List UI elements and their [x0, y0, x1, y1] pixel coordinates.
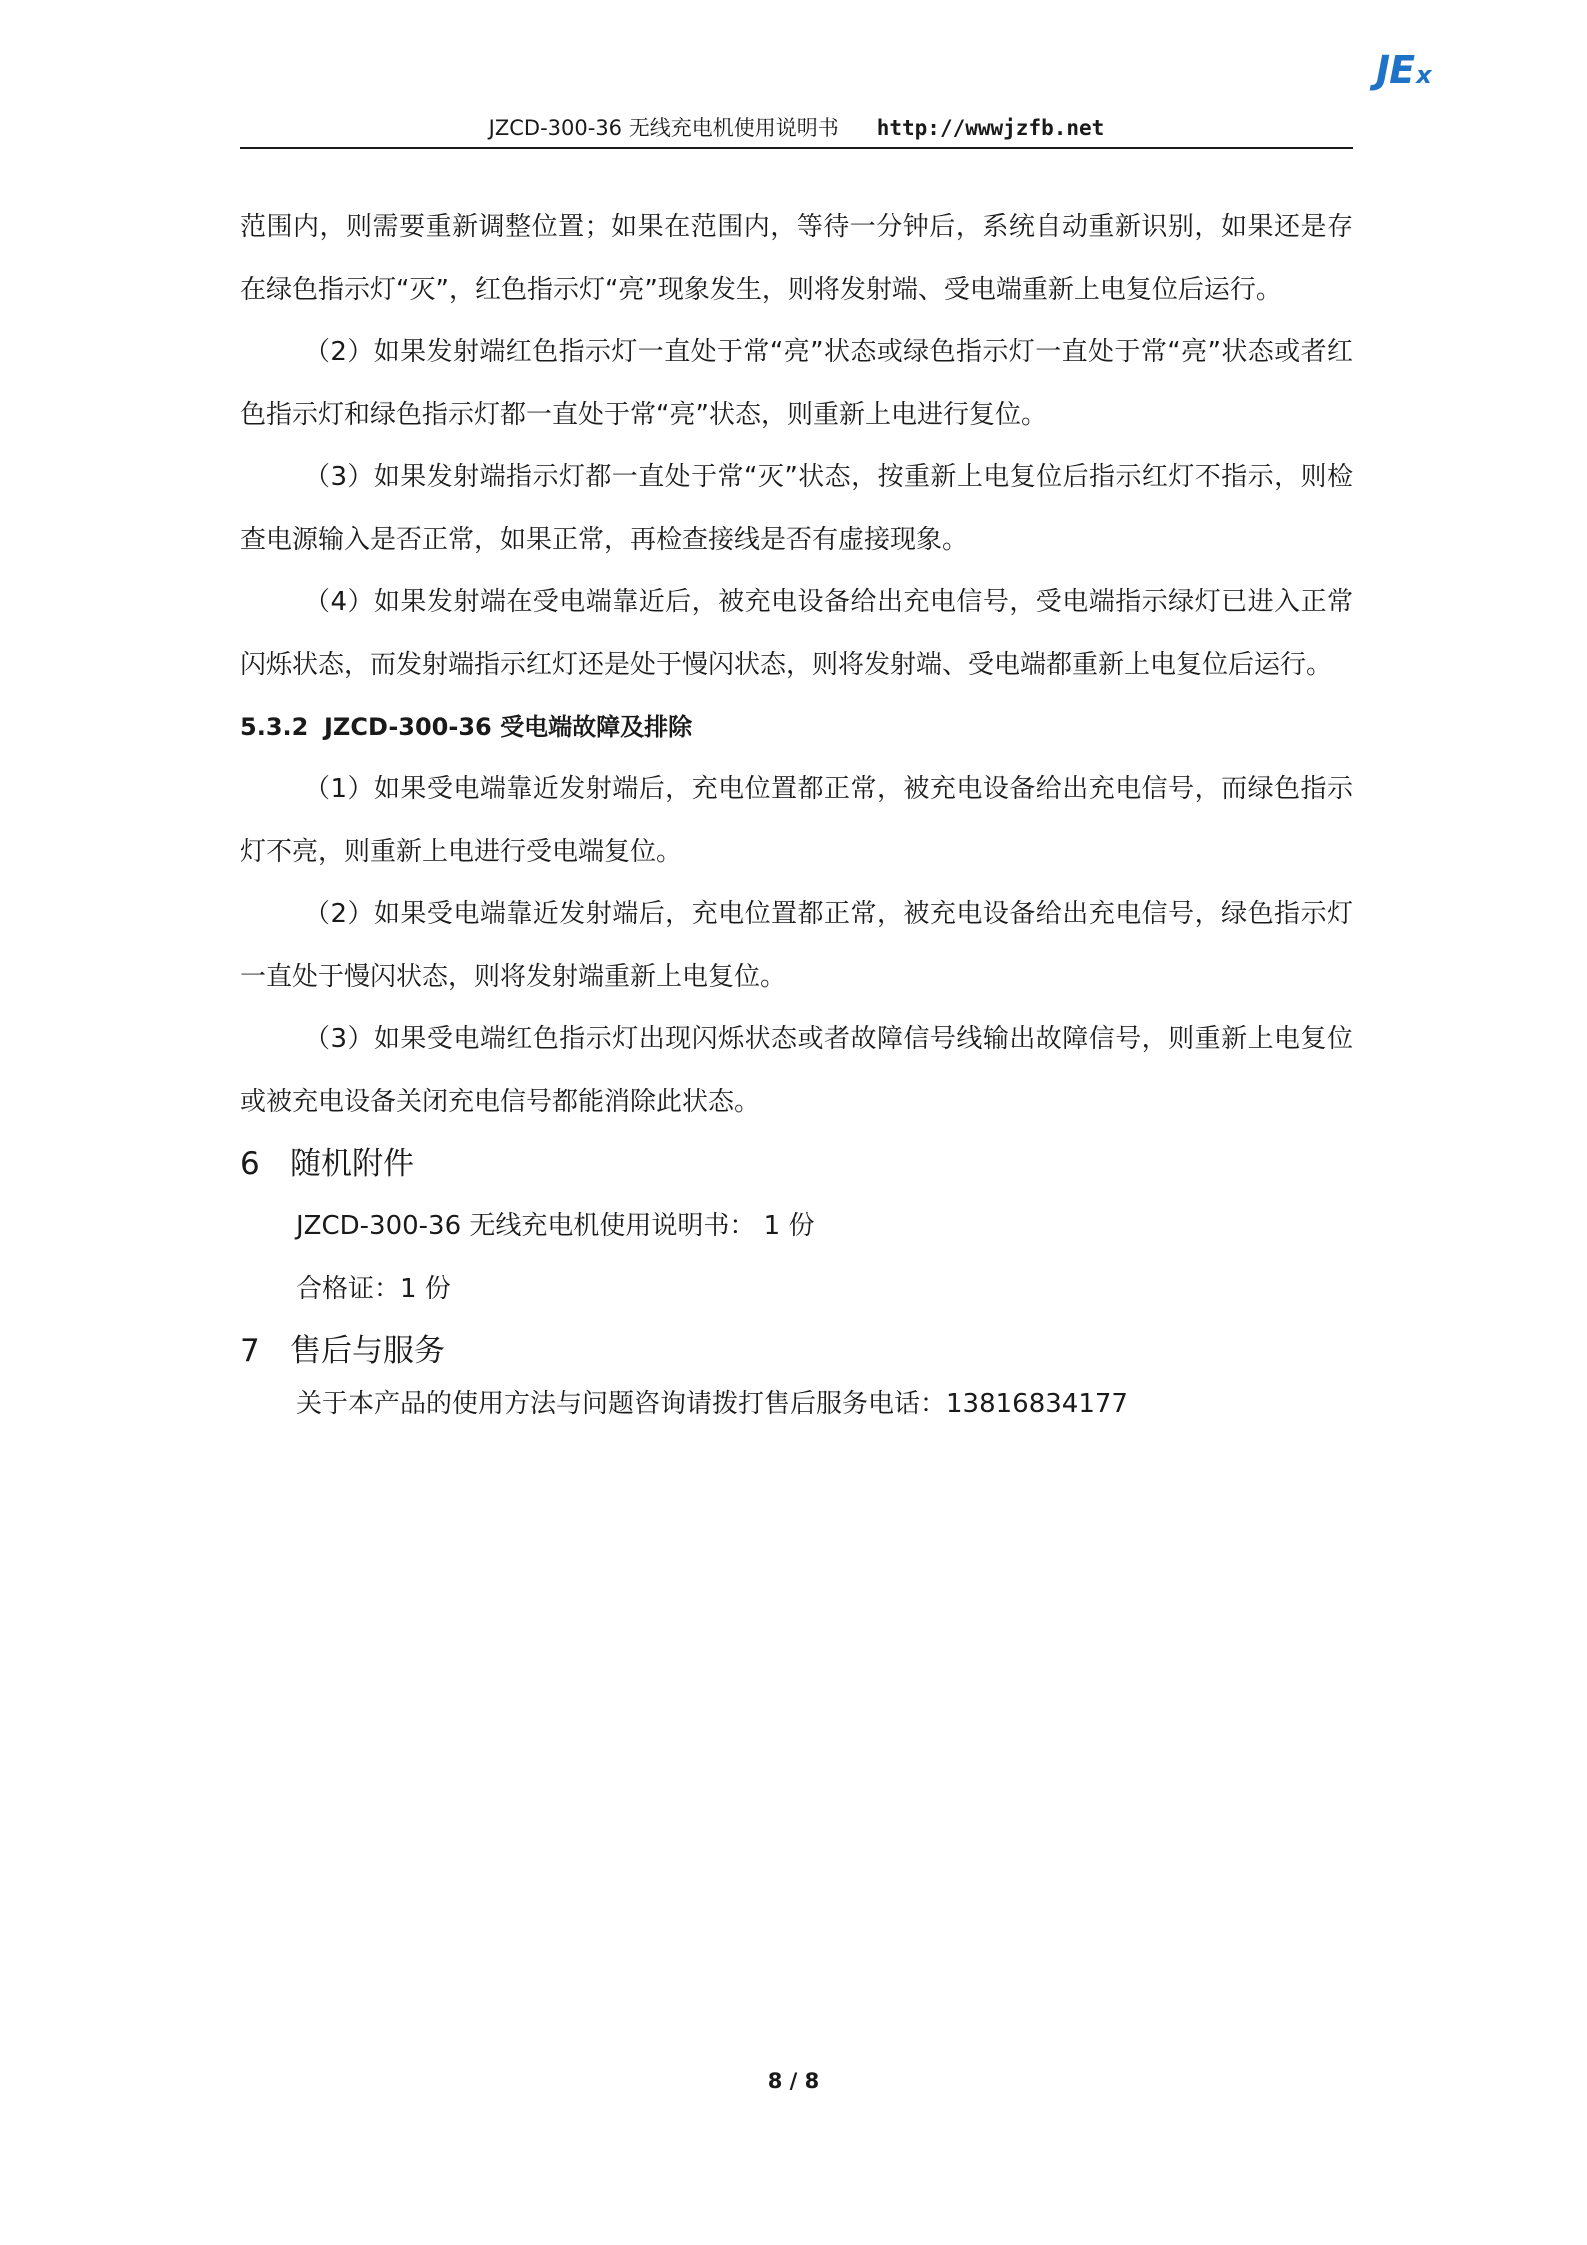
logo-main: JE [1376, 48, 1415, 92]
paragraph-continued: 范围内，则需要重新调整位置；如果在范围内，等待一分钟后，系统自动重新识别，如果还是存在绿色指示灯“灭”，红色指示灯“亮”现象发生，则将发射端、受电端重新上电复位后运行。 [240, 212, 1353, 305]
logo-sub: x [1416, 61, 1431, 89]
page-number: 8 / 8 [767, 2069, 820, 2093]
section-heading-6 [240, 1133, 1353, 1195]
paragraph-item-2: （2）如果受电端靠近发射端后，充电位置都正常，被充电设备给出充电信号，绿色指示灯一直处于慢闪状态，则将发射端重新上电复位。 [240, 899, 1353, 992]
service-contact: 关于本产品的使用方法与问题咨询请拨打售后服务电话：13816834177 [296, 1389, 1128, 1419]
list-item: JZCD-300-36 无线充电机使用说明书： 1 份 [296, 1211, 815, 1241]
paragraph-item-3: （3）如果发射端指示灯都一直处于常“灭”状态，按重新上电复位后指示红灯不指示，则检查电源输入是否正常，如果正常，再检查接线是否有虚接现象。 [240, 462, 1353, 555]
section-number: 6 [240, 1146, 260, 1182]
section-title: 售后与服务 [290, 1333, 445, 1369]
section-heading-7 [240, 1320, 1353, 1382]
section-number: 7 [240, 1333, 260, 1369]
paragraph-item-1: （1）如果受电端靠近发射端后，充电位置都正常，被充电设备给出充电信号，而绿色指示灯不亮，则重新上电进行受电端复位。 [240, 774, 1353, 867]
section-number: 5.3.2 [240, 713, 309, 741]
document-body [240, 196, 1353, 1426]
brand-logo [1376, 48, 1431, 92]
paragraph-item-2: （2）如果发射端红色指示灯一直处于常“亮”状态或绿色指示灯一直处于常“亮”状态或者红色指示灯和绿色指示灯都一直处于常“亮”状态，则重新上电进行复位。 [240, 337, 1353, 430]
section-title: 随机附件 [290, 1146, 414, 1182]
paragraph-item-3: （3）如果受电端红色指示灯出现闪烁状态或者故障信号线输出故障信号，则重新上电复位或被充电设备关闭充电信号都能消除此状态。 [240, 1024, 1353, 1117]
header-divider [240, 147, 1353, 149]
header-title: JZCD-300-36 无线充电机使用说明书 [488, 116, 839, 140]
paragraph-item-4: （4）如果发射端在受电端靠近后，被充电设备给出充电信号，受电端指示绿灯已进入正常闪烁状态，而发射端指示红灯还是处于慢闪状态，则将发射端、受电端都重新上电复位后运行。 [240, 587, 1353, 680]
section-title: JZCD-300-36 受电端故障及排除 [324, 713, 693, 741]
page-header [240, 112, 1353, 142]
list-item: 合格证：1 份 [296, 1273, 451, 1304]
header-url: http://wwwjzfb.net [876, 116, 1105, 140]
section-heading-5-3-2 [240, 696, 1353, 758]
